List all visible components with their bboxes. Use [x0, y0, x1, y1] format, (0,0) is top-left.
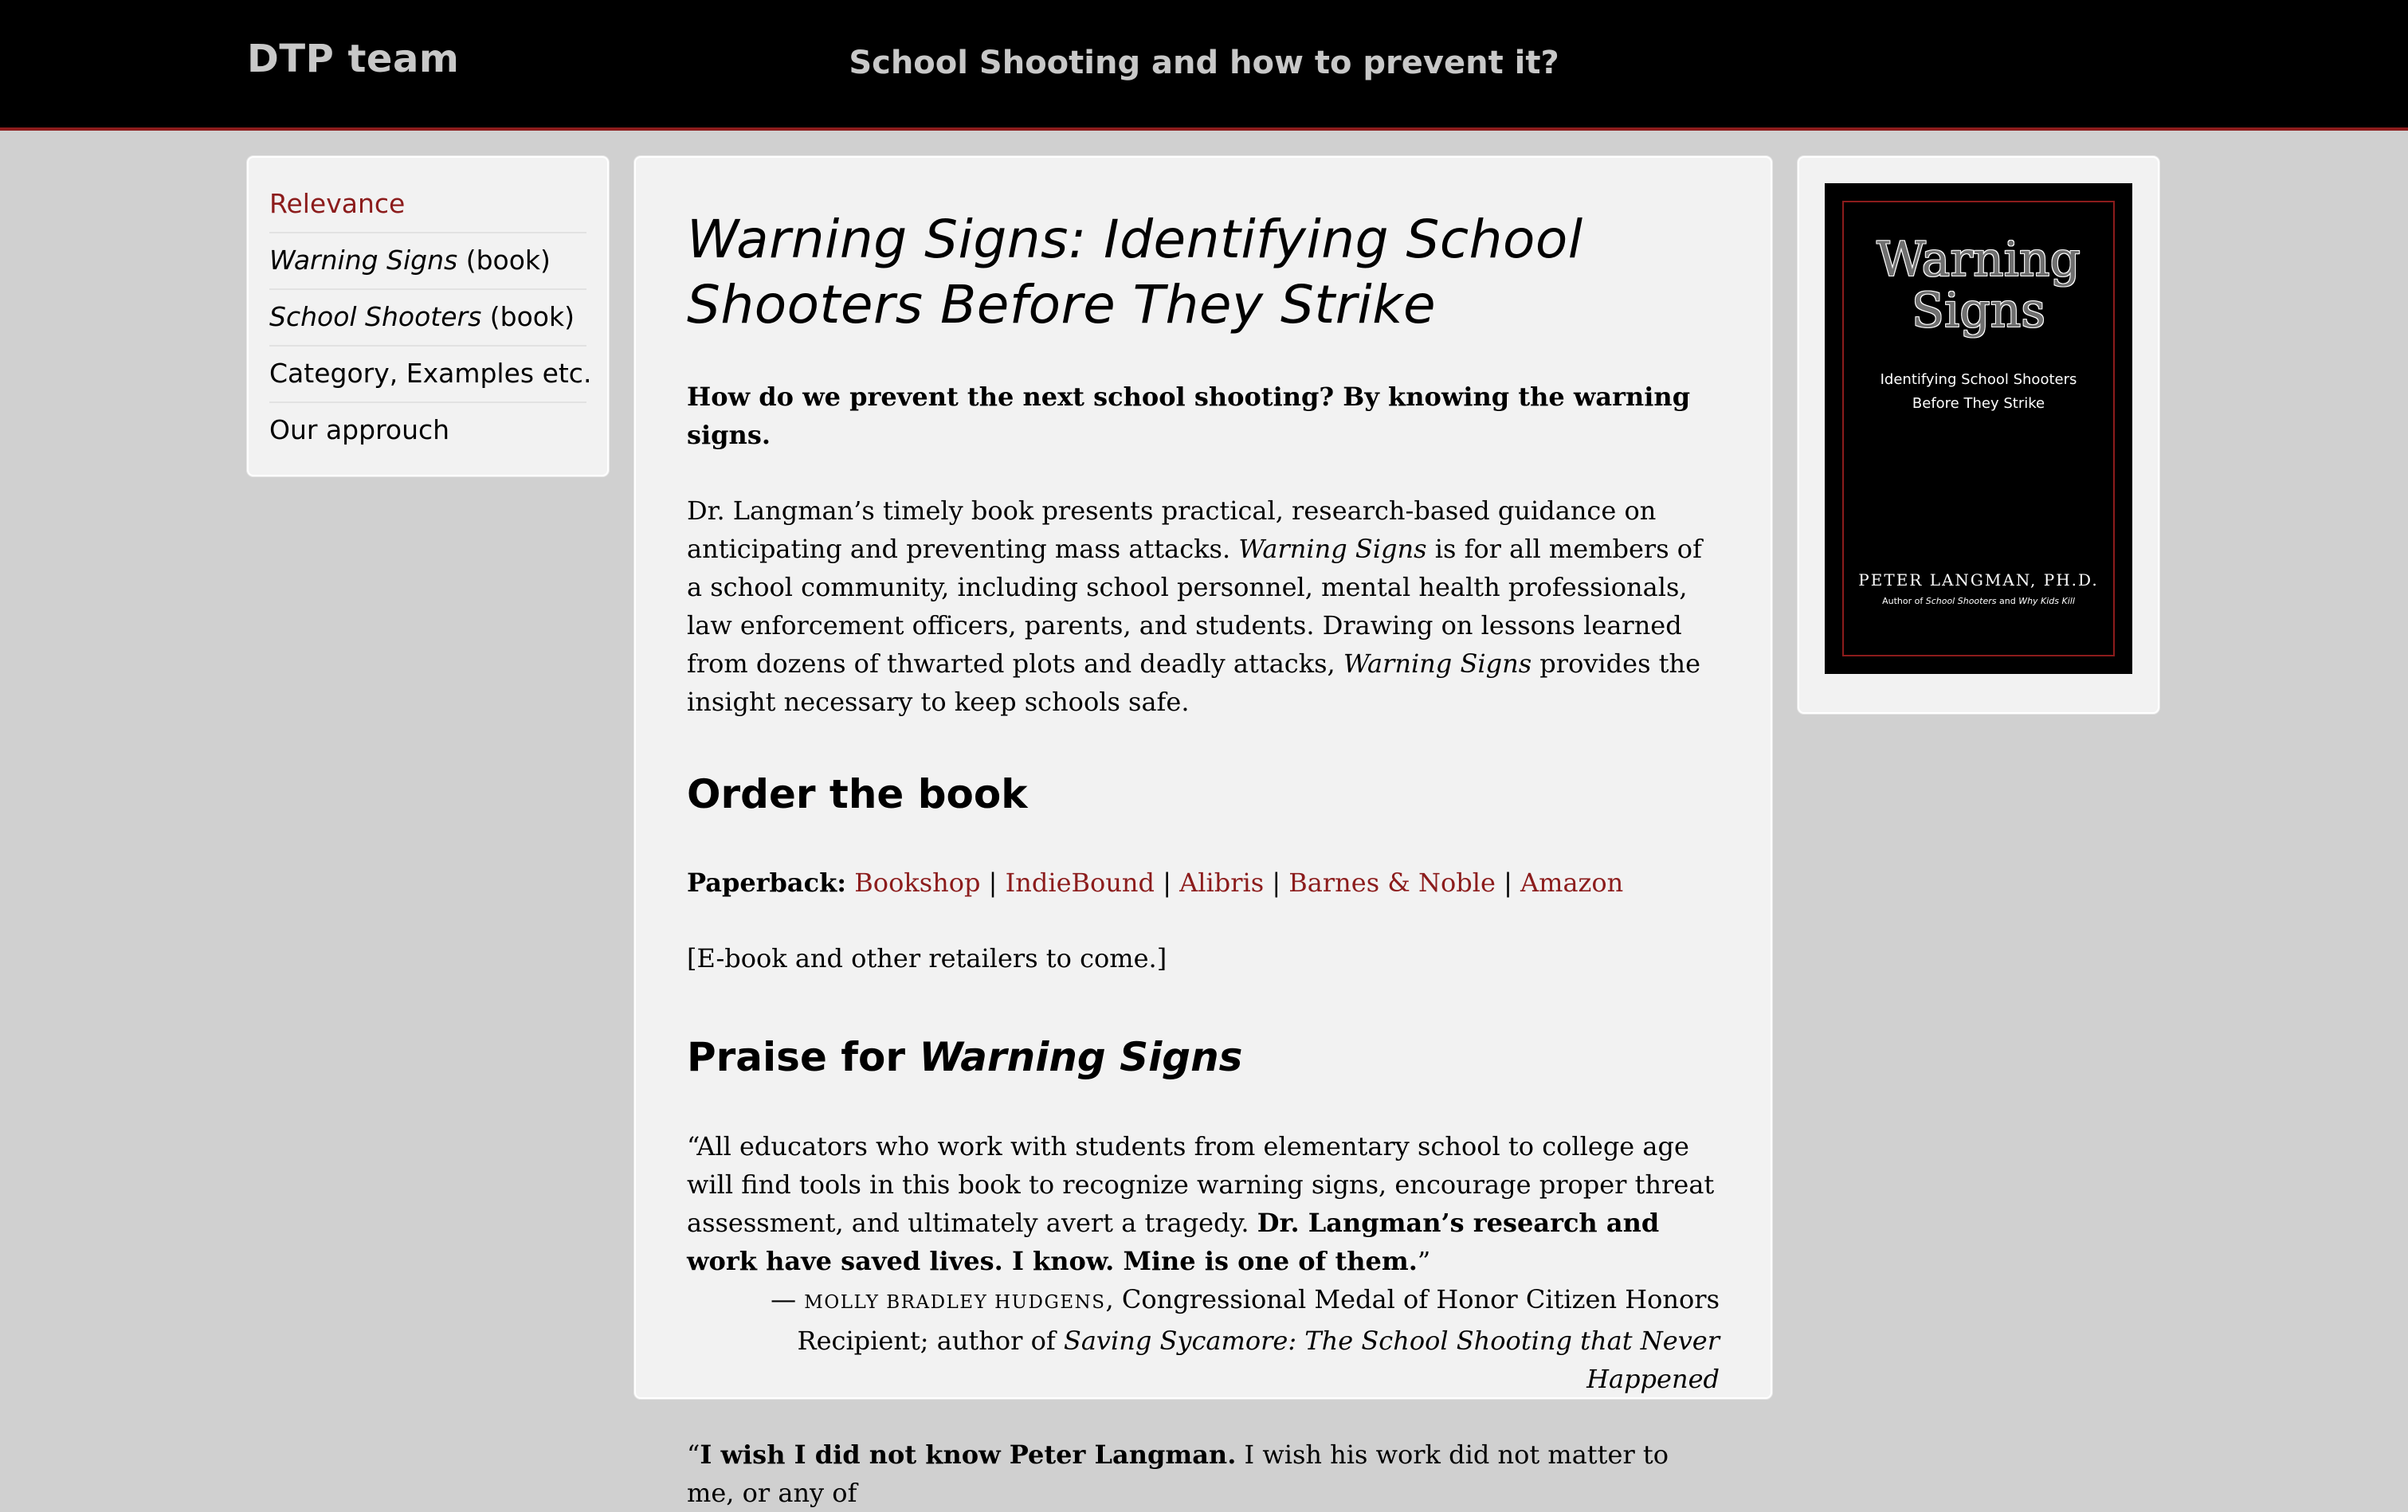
desc-book-title: Warning Signs	[1238, 534, 1427, 564]
lead-paragraph: How do we prevent the next school shooting? By knowing the warning signs.	[687, 382, 1691, 450]
nav-item-category-examples[interactable]	[269, 347, 592, 403]
description-paragraph	[687, 492, 1720, 721]
separator: |	[1264, 868, 1289, 898]
desc-text: is for all members of a school community, including school personnel, mental health professionals, law enforcement officers, parents, and students. Drawing on lessons learned from dozens of thwarted plots and deadly attacks,	[687, 534, 1702, 679]
separator: |	[1495, 868, 1521, 898]
nav-item-label: Category, Examples etc.	[269, 358, 592, 389]
byline-book: School Shooters	[1925, 596, 1997, 606]
quote-body: I wish his work did not matter to me, or any of	[687, 1440, 1669, 1508]
book-cover-panel	[1798, 156, 2159, 714]
attribution-work: Saving Sycamore: The School Shooting that Never Happened	[1063, 1326, 1720, 1394]
quote-attribution	[687, 1280, 1720, 1398]
nav-item-label-italic: Warning Signs	[269, 245, 458, 276]
site-title: School Shooting and how to prevent it?	[849, 45, 1559, 81]
attribution-role: , Congressional Medal of Honor Citizen Honors Recipient; author of	[797, 1284, 1720, 1356]
retailer-link-alibris[interactable]: Alibris	[1179, 868, 1265, 898]
quote-text	[687, 1127, 1720, 1280]
praise-heading-book: Warning Signs	[919, 1034, 1243, 1080]
order-heading: Order the book	[687, 771, 1028, 817]
cover-subtitle-line2: Before They Strike	[1912, 395, 2045, 412]
paperback-label: Paperback:	[687, 868, 847, 898]
ebook-note: [E-book and other retailers to come.]	[687, 943, 1167, 973]
nav-item-label-suffix: (book)	[481, 301, 575, 332]
praise-quote	[687, 1127, 1720, 1398]
byline-book: Why Kids Kill	[2018, 596, 2075, 606]
page-title-line1: Warning Signs: Identifying School	[687, 209, 1583, 270]
nav-item-our-approach[interactable]	[269, 403, 586, 458]
cover-title: Warning Signs	[1877, 232, 2081, 339]
quote-text	[687, 1436, 1720, 1512]
nav-item-school-shooters[interactable]	[269, 290, 586, 347]
nav-item-label-italic: School Shooters	[269, 301, 482, 332]
desc-book-title: Warning Signs	[1343, 648, 1532, 679]
page-title-line2: Shooters Before They Strike	[687, 274, 1437, 335]
quote-mark: “	[687, 1440, 700, 1470]
cover-subtitle	[1841, 368, 2116, 416]
quote-body: All educators who work with students from elementary school to college age will find tools in this book to recognize warning signs, encourage proper threat assessment, and ultimately avert a tragedy.	[687, 1131, 1715, 1238]
paperback-retailers	[687, 864, 1720, 902]
nav-item-label-suffix: (book)	[457, 245, 551, 276]
main-content	[634, 156, 1772, 1508]
nav-item-relevance[interactable]	[269, 177, 586, 233]
praise-heading-prefix: Praise for	[687, 1034, 920, 1080]
quote-mark: “	[687, 1131, 697, 1161]
quote-mark: ”	[1417, 1246, 1431, 1276]
top-header	[0, 0, 2408, 131]
attribution-name: MOLLY BRADLEY HUDGENS	[804, 1292, 1106, 1313]
separator: |	[980, 868, 1006, 898]
nav-item-label: Relevance	[269, 188, 406, 219]
nav-item-warning-signs[interactable]	[269, 233, 586, 290]
cover-author: PETER LANGMAN, PH.D.	[1858, 570, 2099, 590]
retailer-link-amazon[interactable]: Amazon	[1520, 868, 1624, 898]
book-cover-image[interactable]	[1825, 183, 2132, 674]
sidebar-nav	[247, 156, 609, 476]
separator: |	[1155, 868, 1180, 898]
quote-emphasis: I wish I did not know Peter Langman.	[700, 1440, 1237, 1470]
desc-text: provides the insight necessary to keep schools safe.	[687, 648, 1701, 717]
nav-item-label: Our approuch	[269, 414, 450, 445]
cover-byline	[1825, 596, 2132, 606]
quote-emphasis: Dr. Langman’s research and work have saved lives. I know. Mine is one of them.	[687, 1208, 1660, 1276]
byline-text: and	[1996, 596, 2019, 606]
brand-logo[interactable]: DTP team	[247, 37, 460, 81]
attribution-dash: —	[771, 1284, 805, 1314]
cover-subtitle-line1: Identifying School Shooters	[1880, 371, 2077, 388]
retailer-link-bookshop[interactable]: Bookshop	[854, 868, 981, 898]
desc-text: Dr. Langman’s timely book presents practical, research-based guidance on anticipating and preventing mass attacks.	[687, 496, 1657, 564]
praise-heading	[687, 1033, 1720, 1081]
praise-quote	[687, 1436, 1720, 1512]
retailer-link-indiebound[interactable]: IndieBound	[1005, 868, 1155, 898]
byline-text: Author of	[1882, 596, 1926, 606]
page-title	[687, 207, 1720, 338]
retailer-link-barnes-noble[interactable]: Barnes & Noble	[1288, 868, 1496, 898]
